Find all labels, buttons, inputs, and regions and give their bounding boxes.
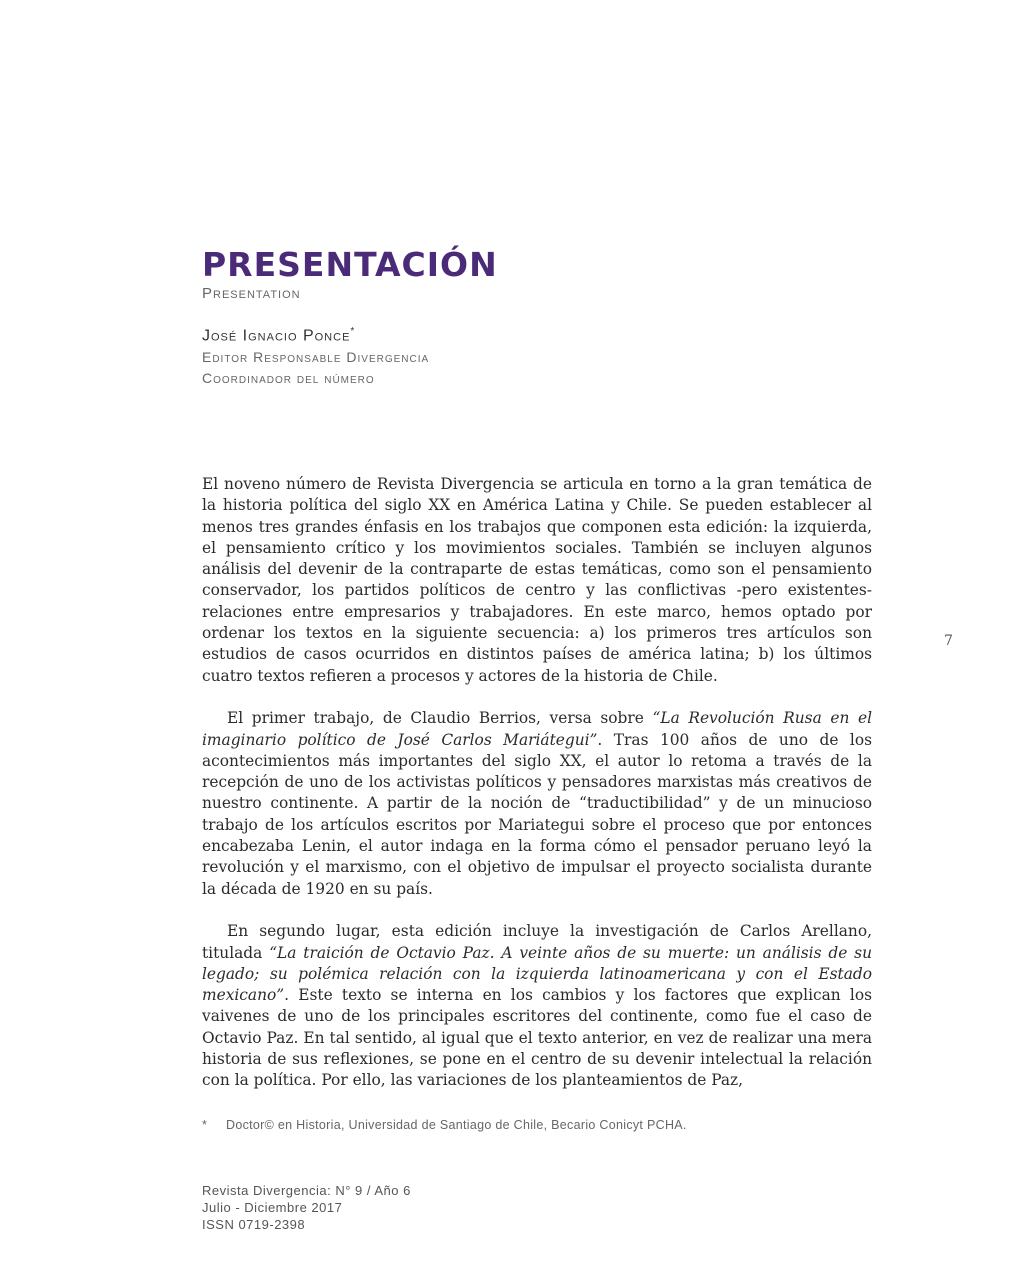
author-name	[202, 326, 355, 345]
paragraph-2-rest: . Tras 100 años de uno de los acontecimientos más importantes del siglo XX, el autor lo retoma a través de la recepción de uno de los activistas políticos y pensadores marxistas más creativos de nuestro continente. A partir de la noción de “traductibilidad” y de un minucioso trabajo de los artículos escritos por Mariategui sobre el proceso que por entonces encabezaba Lenin, el autor indaga en la forma cómo el pensador peruano leyó la revolución y el marxismo, con el objetivo de impulsar el proyecto socialista durante la década de 1920 en su país.	[202, 730, 872, 898]
footnote-mark: *	[202, 1118, 208, 1132]
author-role-editor: Editor Responsable Divergencia	[202, 349, 430, 365]
paragraph-2-article-title: “La Revolución Rusa en el imaginario político de José Carlos Mariátegui”	[202, 709, 873, 749]
imprint-journal-issue: Revista Divergencia: N° 9 / Año 6	[202, 1183, 411, 1198]
page-title: PRESENTACIÓN	[202, 245, 498, 284]
paragraph-3-intro: En segundo lugar, esta edición incluye la investigación de Carlos Arellano, titulada	[202, 922, 872, 962]
footnote-text: Doctor© en Historia, Universidad de Santiago de Chile, Becario Conicyt PCHA.	[226, 1118, 687, 1132]
footnote	[202, 1118, 687, 1132]
page-number: 7	[944, 633, 953, 649]
paragraph-2-intro: El primer trabajo, de Claudio Berrios, versa sobre	[227, 709, 653, 728]
paragraph-3	[202, 921, 872, 1091]
paragraph-1: El noveno número de Revista Divergencia se articula en torno a la gran temática de la historia política del siglo XX en América Latina y Chile. Se pueden establecer al menos tres grandes énfasis en los trabajos que componen esta edición: la izquierda, el pensamiento crítico y los movimientos sociales. También se incluyen algunos análisis del devenir de la contraparte de estas temáticas, como son el pensamiento conservador, los partidos políticos de centro y las conflictivas -pero existentes- relaciones entre empresarios y trabajadores. En este marco, hemos optado por ordenar los textos en la siguiente secuencia: a) los primeros tres artículos son estudios de casos ocurridos en distintos países de américa latina; b) los últimos cuatro textos refieren a procesos y actores de la historia de Chile.	[202, 475, 872, 685]
paragraph-3-rest: . Este texto se interna en los cambios y los factores que explican los vaivenes de uno de los principales escritores del continente, como fue el caso de Octavio Paz. En tal sentido, al igual que el texto anterior, en vez de realizar una mera historia de sus reflexiones, se pone en el centro de su devenir intelectual la relación con la política. Por ello, las variaciones de los planteamientos de Paz,	[202, 986, 872, 1090]
paragraph-2	[202, 708, 872, 900]
author-footnote-mark: *	[350, 326, 356, 337]
author-name-text: José Ignacio Ponce	[202, 327, 351, 345]
imprint-issn: ISSN 0719-2398	[202, 1217, 306, 1232]
author-role-coordinator: Coordinador del número	[202, 370, 375, 386]
body-text	[202, 474, 872, 1113]
imprint-period: Julio - Diciembre 2017	[202, 1200, 343, 1215]
paragraph-3-article-title: “La traición de Octavio Paz. A veinte años de su muerte: un análisis de su legado; su polémica relación con la izquierda latinoamericana y con el Estado mexicano”	[202, 943, 872, 1005]
journal-imprint	[202, 1182, 411, 1233]
page-subtitle: Presentation	[202, 285, 301, 302]
